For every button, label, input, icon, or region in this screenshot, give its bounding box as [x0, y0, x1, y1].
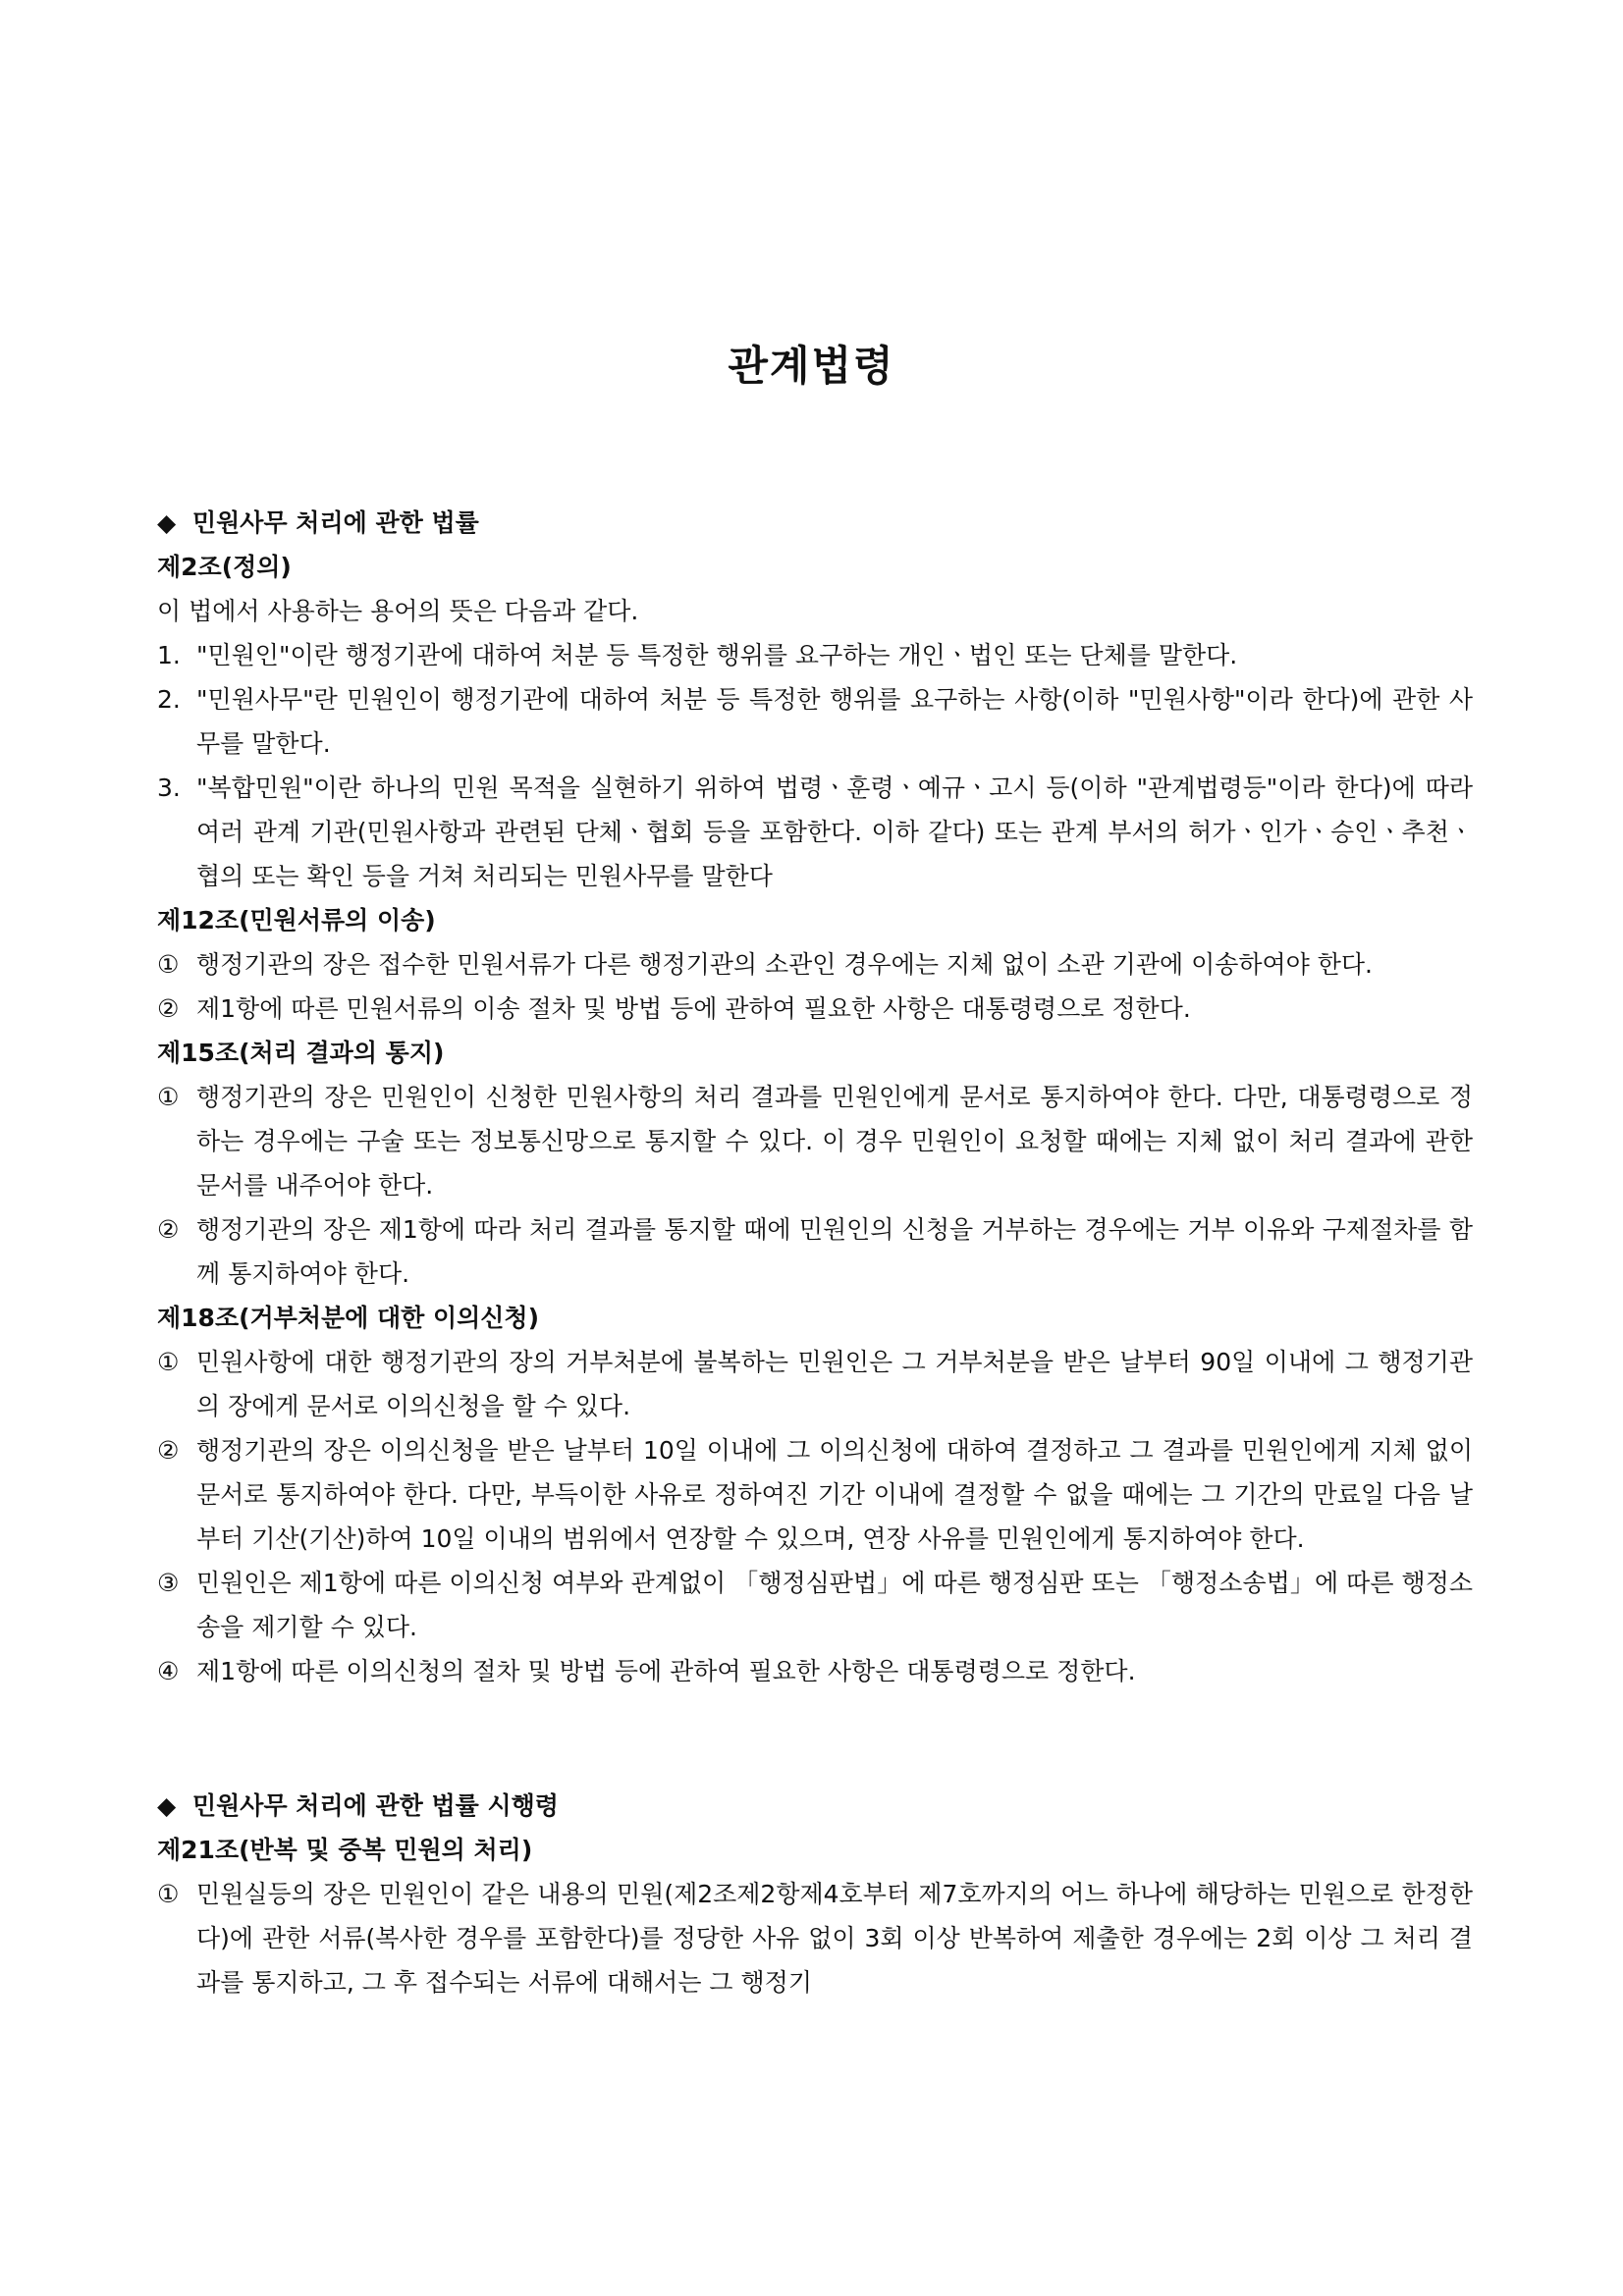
diamond-bullet-icon: ◆ — [157, 1791, 177, 1820]
list-item — [157, 942, 1473, 987]
document-body — [157, 501, 1473, 2004]
section-heading-text: 민원사무 처리에 관한 법률 시행령 — [192, 1791, 559, 1820]
list-item — [157, 1340, 1473, 1428]
item-text: 행정기관의 장은 민원인이 신청한 민원사항의 처리 결과를 민원인에게 문서로 통지하여야 한다. 다만, 대통령령으로 정하는 경우에는 구술 또는 정보통신망으로 통지할 수 있다. 이 경우 민원인이 요청할 때에는 지체 없이 처리 결과에 관한 문서를 내주어야 한다. — [196, 1083, 1473, 1200]
item-text: "민원사무"란 민원인이 행정기관에 대하여 처분 등 특정한 행위를 요구하는 사항(이하 "민원사항"이라 한다)에 관한 사무를 말한다. — [196, 685, 1473, 758]
article-heading: 제18조(거부처분에 대한 이의신청) — [157, 1304, 539, 1332]
section-spacer — [157, 1693, 1473, 1784]
article-heading: 제21조(반복 및 중복 민원의 처리) — [157, 1836, 533, 1864]
item-marker: 3. — [157, 774, 181, 802]
list-item — [157, 1872, 1473, 2004]
item-text: 행정기관의 장은 이의신청을 받은 날부터 10일 이내에 그 이의신청에 대하여 결정하고 그 결과를 민원인에게 지체 없이 문서로 통지하여야 한다. 다만, 부득이한 사유로 정하여진 기간 이내에 결정할 수 없을 때에는 그 기간의 만료일 다음 날부터 기산(기산)하여 10일 이내의 범위에서 연장할 수 있으며, 연장 사유를 민원인에게 통지하여야 한다. — [196, 1436, 1473, 1553]
list-item — [157, 1207, 1473, 1296]
list-item — [157, 987, 1473, 1031]
article-heading: 제2조(정의) — [157, 553, 292, 581]
article-heading: 제15조(처리 결과의 통지) — [157, 1039, 445, 1067]
item-text: "민원인"이란 행정기관에 대하여 처분 등 특정한 행위를 요구하는 개인ㆍ법인 또는 단체를 말한다. — [196, 641, 1238, 669]
page-title: 관계법령 — [728, 342, 895, 390]
item-marker: ② — [157, 994, 180, 1023]
item-text: 민원실등의 장은 민원인이 같은 내용의 민원(제2조제2항제4호부터 제7호까지의 어느 하나에 해당하는 민원으로 한정한다)에 관한 서류(복사한 경우를 포함한다)를 정당한 사유 없이 3회 이상 반복하여 제출한 경우에는 2회 이상 그 처리 결과를 통지하고, 그 후 접수되는 서류에 대해서는 그 행정기 — [196, 1880, 1473, 1997]
list-item — [157, 1561, 1473, 1649]
section-heading-text: 민원사무 처리에 관한 법률 — [192, 508, 479, 537]
list-item — [157, 1075, 1473, 1207]
list-item — [157, 677, 1473, 766]
item-marker: ④ — [157, 1657, 180, 1685]
section-heading-law — [157, 501, 1473, 545]
list-item — [157, 766, 1473, 898]
list-item — [157, 1428, 1473, 1561]
item-text: 민원사항에 대한 행정기관의 장의 거부처분에 불복하는 민원인은 그 거부처분을 받은 날부터 90일 이내에 그 행정기관의 장에게 문서로 이의신청을 할 수 있다. — [196, 1348, 1473, 1420]
item-text: 민원인은 제1항에 따른 이의신청 여부와 관계없이 「행정심판법」에 따른 행정심판 또는 「행정소송법」에 따른 행정소송을 제기할 수 있다. — [196, 1569, 1473, 1641]
item-text: 행정기관의 장은 접수한 민원서류가 다른 행정기관의 소관인 경우에는 지체 없이 소관 기관에 이송하여야 한다. — [196, 950, 1374, 979]
item-text: 제1항에 따른 민원서류의 이송 절차 및 방법 등에 관하여 필요한 사항은 대통령령으로 정한다. — [196, 994, 1191, 1023]
item-marker: ② — [157, 1215, 180, 1244]
section-heading-decree — [157, 1784, 1473, 1828]
list-item — [157, 633, 1473, 677]
article-heading: 제12조(민원서류의 이송) — [157, 906, 436, 934]
item-marker: ① — [157, 1880, 180, 1908]
item-marker: ② — [157, 1436, 180, 1465]
item-text: 행정기관의 장은 제1항에 따라 처리 결과를 통지할 때에 민원인의 신청을 거부하는 경우에는 거부 이유와 구제절차를 함께 통지하여야 한다. — [196, 1215, 1473, 1288]
article-intro: 이 법에서 사용하는 용어의 뜻은 다음과 같다. — [157, 597, 639, 625]
item-text: 제1항에 따른 이의신청의 절차 및 방법 등에 관하여 필요한 사항은 대통령령으로 정한다. — [196, 1657, 1136, 1685]
list-item — [157, 1649, 1473, 1693]
item-text: "복합민원"이란 하나의 민원 목적을 실현하기 위하여 법령ㆍ훈령ㆍ예규ㆍ고시 등(이하 "관계법령등"이라 한다)에 따라 여러 관계 기관(민원사항과 관련된 단체ㆍ협회 등을 포함한다. 이하 같다) 또는 관계 부서의 허가ㆍ인가ㆍ승인ㆍ추천ㆍ협의 또는 확인 등을 거쳐 처리되는 민원사무를 말한다 — [196, 774, 1473, 890]
item-marker: ① — [157, 950, 180, 979]
diamond-bullet-icon: ◆ — [157, 508, 177, 537]
item-marker: 2. — [157, 685, 181, 714]
item-marker: ① — [157, 1348, 180, 1376]
item-marker: ③ — [157, 1569, 180, 1597]
item-marker: ① — [157, 1083, 180, 1111]
item-marker: 1. — [157, 641, 181, 669]
